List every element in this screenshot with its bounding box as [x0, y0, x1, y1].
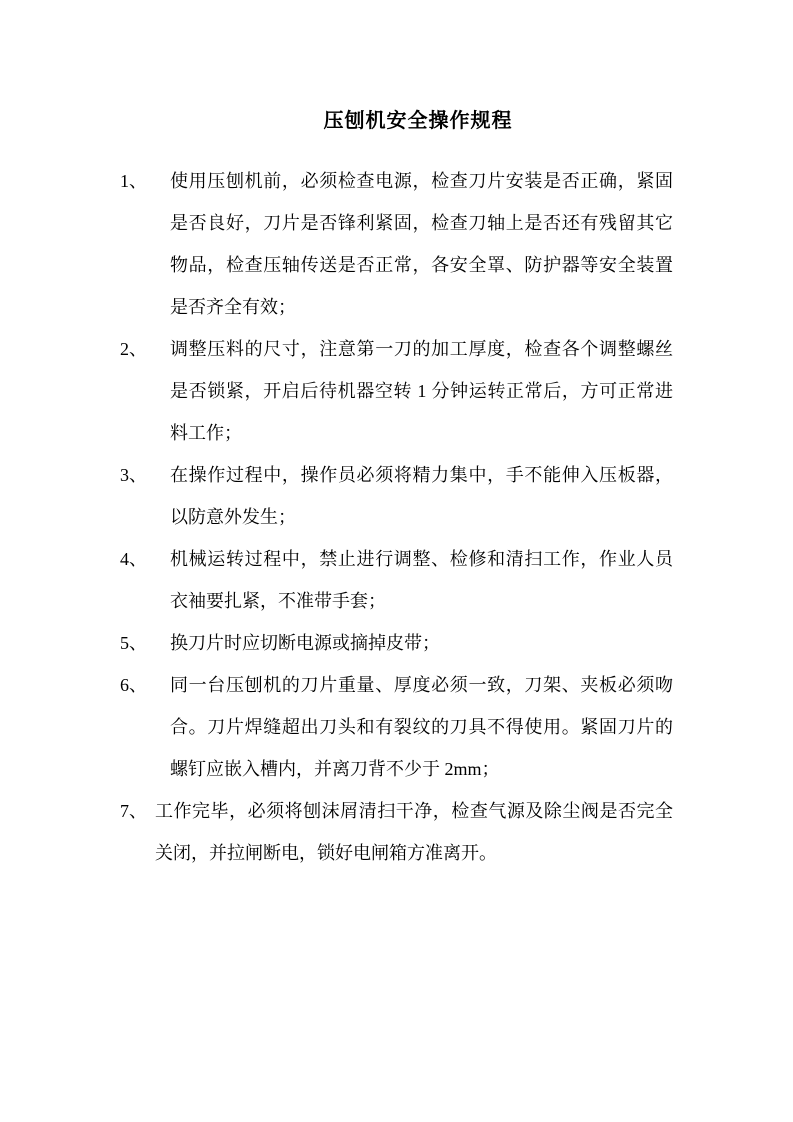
rule-number: 6、 [120, 675, 147, 695]
document-title: 压刨机安全操作规程 [323, 110, 513, 132]
rule-text-line: 是否锁紧，开启后待机器空转 1 分钟运转正常后，方可正常进 [170, 381, 673, 401]
rule-number: 7、 [120, 801, 147, 821]
rule-text-line: 调整压料的尺寸，注意第一刀的加工厚度，检查各个调整螺丝 [170, 339, 673, 359]
rule-text-line: 合。刀片焊缝超出刀头和有裂纹的刀具不得使用。紧固刀片的 [170, 717, 673, 737]
rule-text-line: 以防意外发生； [170, 507, 296, 527]
rule-item [0, 790, 793, 874]
rule-item [0, 160, 793, 328]
rule-text-line: 换刀片时应切断电源或摘掉皮带； [170, 633, 440, 653]
rule-text-line: 料工作； [170, 423, 242, 443]
rule-text-line: 工作完毕，必须将刨沫屑清扫干净，检查气源及除尘阀是否完全 [155, 801, 673, 821]
rule-text-line: 螺钉应嵌入槽内，并离刀背不少于 2mm； [170, 759, 500, 779]
rule-text-line: 衣袖要扎紧，不准带手套； [170, 591, 386, 611]
rule-number: 4、 [120, 549, 147, 569]
rule-item [0, 454, 793, 538]
rule-text-line: 同一台压刨机的刀片重量、厚度必须一致，刀架、夹板必须吻 [170, 675, 673, 695]
rule-number: 2、 [120, 339, 147, 359]
rule-text-line: 是否良好，刀片是否锋利紧固，检查刀轴上是否还有残留其它 [170, 213, 673, 233]
rule-text-line: 在操作过程中，操作员必须将精力集中，手不能伸入压板器， [170, 465, 673, 485]
rule-item [0, 664, 793, 790]
rule-item [0, 538, 793, 622]
rule-number: 5、 [120, 633, 147, 653]
rule-text-line: 是否齐全有效； [170, 297, 296, 317]
rule-number: 3、 [120, 465, 147, 485]
rule-item [0, 622, 793, 664]
rule-text-line: 物品，检查压轴传送是否正常，各安全罩、防护器等安全装置 [170, 255, 673, 275]
rule-text-line: 关闭，并拉闸断电，锁好电闸箱方准离开。 [155, 843, 497, 863]
rule-text-line: 机械运转过程中，禁止进行调整、检修和清扫工作，作业人员 [170, 549, 673, 569]
rule-number: 1、 [120, 171, 147, 191]
rule-text-line: 使用压刨机前，必须检查电源，检查刀片安装是否正确，紧固 [170, 171, 673, 191]
rules-list [0, 160, 793, 874]
rule-item [0, 328, 793, 454]
